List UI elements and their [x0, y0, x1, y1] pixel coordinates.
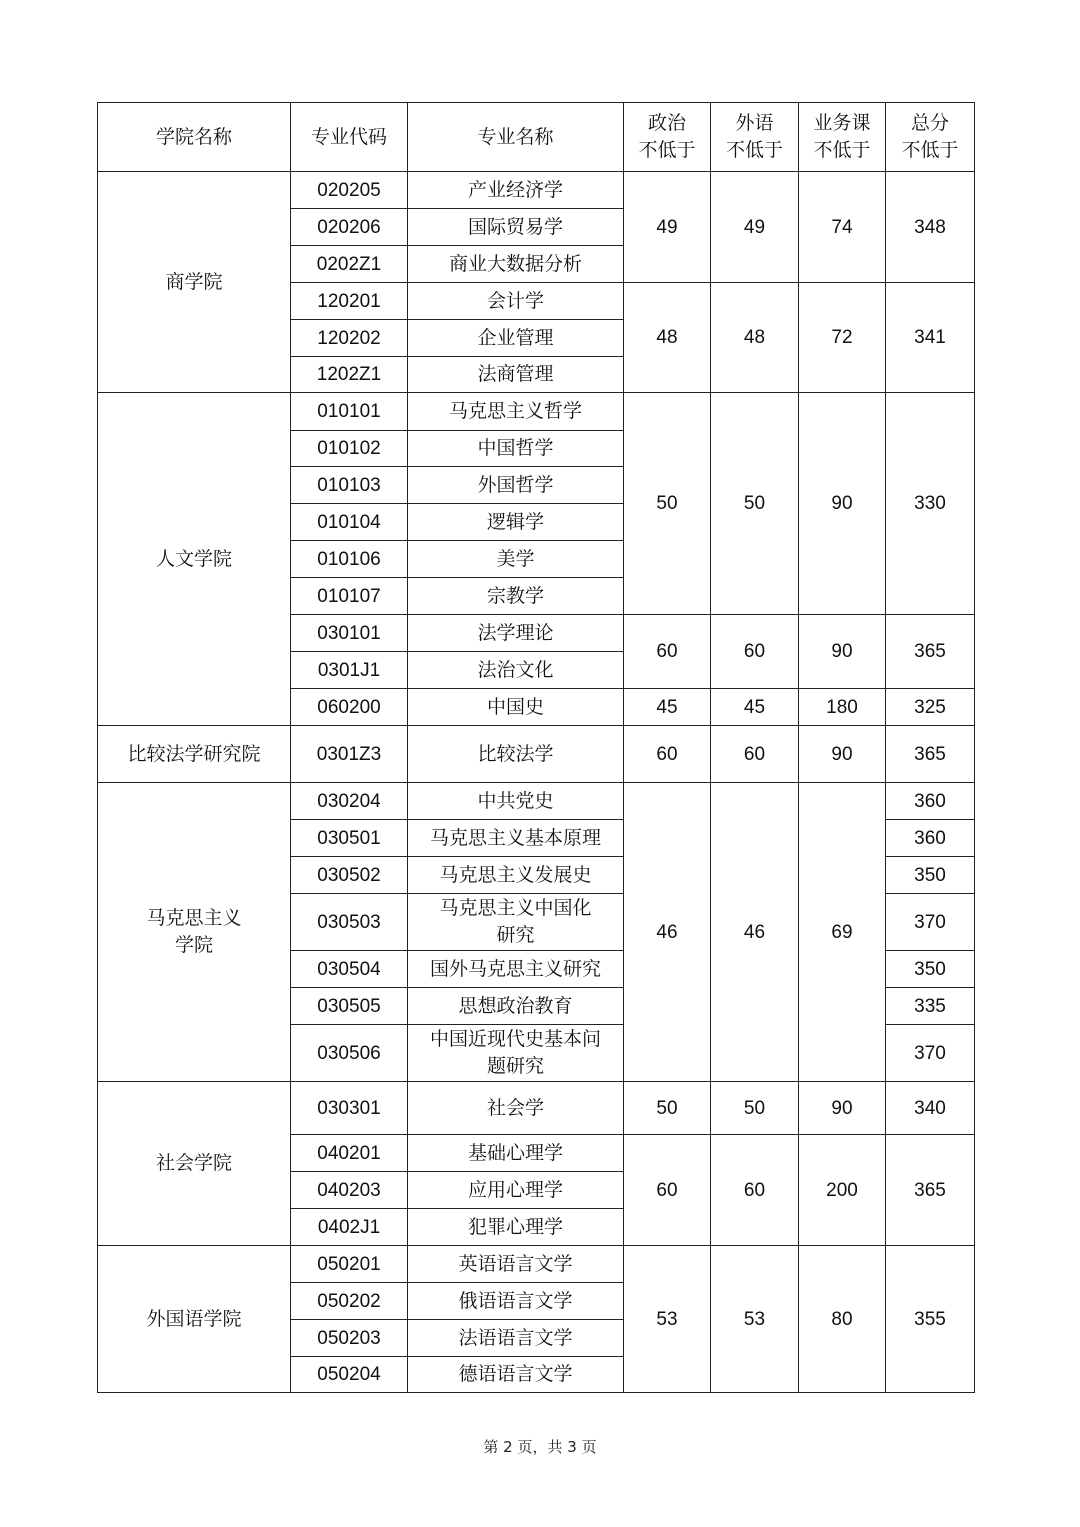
- language-cell: 49: [711, 172, 799, 283]
- course-cell: 90: [799, 1082, 886, 1135]
- total-cell: 341: [886, 283, 975, 393]
- total-cell: 370: [886, 1025, 975, 1082]
- code-cell: 030505: [291, 988, 408, 1025]
- college-line-2: 学院: [174, 934, 213, 956]
- major-cell: 中国史: [408, 689, 624, 726]
- header-course-l2: 不低于: [813, 139, 871, 161]
- table-row: [98, 1246, 975, 1283]
- total-cell: 365: [886, 1135, 975, 1246]
- college-line-1: 马克思主义: [146, 907, 242, 929]
- language-cell: 60: [711, 1135, 799, 1246]
- code-cell: 030301: [291, 1082, 408, 1135]
- code-cell: 120201: [291, 283, 408, 320]
- code-cell: 030101: [291, 615, 408, 652]
- total-cell: 335: [886, 988, 975, 1025]
- major-cell: 法语语言文学: [408, 1320, 624, 1357]
- major-cell: 犯罪心理学: [408, 1209, 624, 1246]
- course-cell: 72: [799, 283, 886, 393]
- code-cell: 010103: [291, 467, 408, 504]
- college-cell: 商学院: [98, 172, 291, 393]
- header-politics-l2: 不低于: [638, 139, 696, 161]
- header-major: 专业名称: [408, 103, 624, 172]
- language-cell: 60: [711, 726, 799, 783]
- college-cell: 比较法学研究院: [98, 726, 291, 783]
- table-row: [98, 783, 975, 820]
- total-cell: 365: [886, 615, 975, 689]
- major-cell: 比较法学: [408, 726, 624, 783]
- code-cell: 050203: [291, 1320, 408, 1357]
- course-cell: 90: [799, 615, 886, 689]
- code-cell: 010101: [291, 393, 408, 431]
- code-cell: 1202Z1: [291, 357, 408, 393]
- code-cell: 030502: [291, 857, 408, 894]
- code-cell: 040203: [291, 1172, 408, 1209]
- language-cell: 48: [711, 283, 799, 393]
- course-cell: 90: [799, 393, 886, 615]
- major-cell: 会计学: [408, 283, 624, 320]
- language-cell: 50: [711, 393, 799, 615]
- course-cell: 74: [799, 172, 886, 283]
- major-line-1: 马克思主义中国化: [439, 897, 592, 919]
- major-cell: 法治文化: [408, 652, 624, 689]
- language-cell: 46: [711, 783, 799, 1082]
- code-cell: 010106: [291, 541, 408, 578]
- total-cell: 340: [886, 1082, 975, 1135]
- politics-cell: 60: [624, 615, 711, 689]
- header-politics: [624, 103, 711, 172]
- code-cell: 040201: [291, 1135, 408, 1172]
- course-cell: 180: [799, 689, 886, 726]
- course-cell: 90: [799, 726, 886, 783]
- major-cell: 马克思主义基本原理: [408, 820, 624, 857]
- table-row: [98, 172, 975, 209]
- major-cell: 思想政治教育: [408, 988, 624, 1025]
- table-row: [98, 393, 975, 431]
- major-cell: 应用心理学: [408, 1172, 624, 1209]
- major-cell: 企业管理: [408, 320, 624, 357]
- code-cell: 030504: [291, 951, 408, 988]
- code-cell: 0301J1: [291, 652, 408, 689]
- code-cell: 030501: [291, 820, 408, 857]
- language-cell: 45: [711, 689, 799, 726]
- politics-cell: 60: [624, 726, 711, 783]
- major-cell: 商业大数据分析: [408, 246, 624, 283]
- major-cell: [408, 894, 624, 951]
- code-cell: 050202: [291, 1283, 408, 1320]
- cutoff-score-table: [97, 102, 975, 1393]
- page-number-footer: 第 2 页，共 3 页: [483, 1438, 597, 1456]
- major-cell: 社会学: [408, 1082, 624, 1135]
- major-cell: 宗教学: [408, 578, 624, 615]
- politics-cell: 50: [624, 1082, 711, 1135]
- code-cell: 0301Z3: [291, 726, 408, 783]
- college-cell: 社会学院: [98, 1082, 291, 1246]
- major-cell: 法商管理: [408, 357, 624, 393]
- total-cell: 360: [886, 820, 975, 857]
- total-cell: 365: [886, 726, 975, 783]
- code-cell: 010104: [291, 504, 408, 541]
- politics-cell: 50: [624, 393, 711, 615]
- major-line-1: 中国近现代史基本问: [429, 1028, 601, 1050]
- major-cell: 外国哲学: [408, 467, 624, 504]
- language-cell: 50: [711, 1082, 799, 1135]
- politics-cell: 49: [624, 172, 711, 283]
- header-politics-l1: 政治: [647, 112, 686, 134]
- code-cell: 010107: [291, 578, 408, 615]
- code-cell: 050204: [291, 1357, 408, 1393]
- code-cell: 020205: [291, 172, 408, 209]
- total-cell: 350: [886, 951, 975, 988]
- table-row: [98, 726, 975, 783]
- major-cell: 国际贸易学: [408, 209, 624, 246]
- table-row: [98, 1082, 975, 1135]
- major-cell: [408, 1025, 624, 1082]
- major-cell: 中国哲学: [408, 431, 624, 467]
- politics-cell: 45: [624, 689, 711, 726]
- college-cell: 外国语学院: [98, 1246, 291, 1393]
- total-cell: 370: [886, 894, 975, 951]
- header-course: [799, 103, 886, 172]
- header-course-l1: 业务课: [813, 112, 871, 134]
- code-cell: 020206: [291, 209, 408, 246]
- major-cell: 中共党史: [408, 783, 624, 820]
- major-cell: 产业经济学: [408, 172, 624, 209]
- major-cell: 法学理论: [408, 615, 624, 652]
- major-cell: 逻辑学: [408, 504, 624, 541]
- politics-cell: 53: [624, 1246, 711, 1393]
- total-cell: 325: [886, 689, 975, 726]
- major-cell: 德语语言文学: [408, 1357, 624, 1393]
- college-cell: [98, 783, 291, 1082]
- major-cell: 马克思主义哲学: [408, 393, 624, 431]
- politics-cell: 60: [624, 1135, 711, 1246]
- course-cell: 80: [799, 1246, 886, 1393]
- code-cell: 030204: [291, 783, 408, 820]
- code-cell: 010102: [291, 431, 408, 467]
- code-cell: 030503: [291, 894, 408, 951]
- code-cell: 030506: [291, 1025, 408, 1082]
- language-cell: 53: [711, 1246, 799, 1393]
- total-cell: 330: [886, 393, 975, 615]
- politics-cell: 46: [624, 783, 711, 1082]
- code-cell: 060200: [291, 689, 408, 726]
- header-language: [711, 103, 799, 172]
- header-code: 专业代码: [291, 103, 408, 172]
- header-total-l1: 总分: [910, 112, 949, 134]
- language-cell: 60: [711, 615, 799, 689]
- college-cell: 人文学院: [98, 393, 291, 726]
- code-cell: 0202Z1: [291, 246, 408, 283]
- header-language-l2: 不低于: [725, 139, 783, 161]
- course-cell: 200: [799, 1135, 886, 1246]
- major-cell: 国外马克思主义研究: [408, 951, 624, 988]
- total-cell: 350: [886, 857, 975, 894]
- major-line-2: 题研究: [486, 1055, 544, 1077]
- major-cell: 马克思主义发展史: [408, 857, 624, 894]
- total-cell: 360: [886, 783, 975, 820]
- header-language-l1: 外语: [735, 112, 774, 134]
- politics-cell: 48: [624, 283, 711, 393]
- header-college: 学院名称: [98, 103, 291, 172]
- total-cell: 355: [886, 1246, 975, 1393]
- code-cell: 050201: [291, 1246, 408, 1283]
- major-line-2: 研究: [496, 924, 535, 946]
- header-total-l2: 不低于: [901, 139, 959, 161]
- total-cell: 348: [886, 172, 975, 283]
- header-row: [98, 103, 975, 172]
- header-total: [886, 103, 975, 172]
- major-cell: 美学: [408, 541, 624, 578]
- code-cell: 120202: [291, 320, 408, 357]
- major-cell: 俄语语言文学: [408, 1283, 624, 1320]
- major-cell: 英语语言文学: [408, 1246, 624, 1283]
- major-cell: 基础心理学: [408, 1135, 624, 1172]
- course-cell: 69: [799, 783, 886, 1082]
- code-cell: 0402J1: [291, 1209, 408, 1246]
